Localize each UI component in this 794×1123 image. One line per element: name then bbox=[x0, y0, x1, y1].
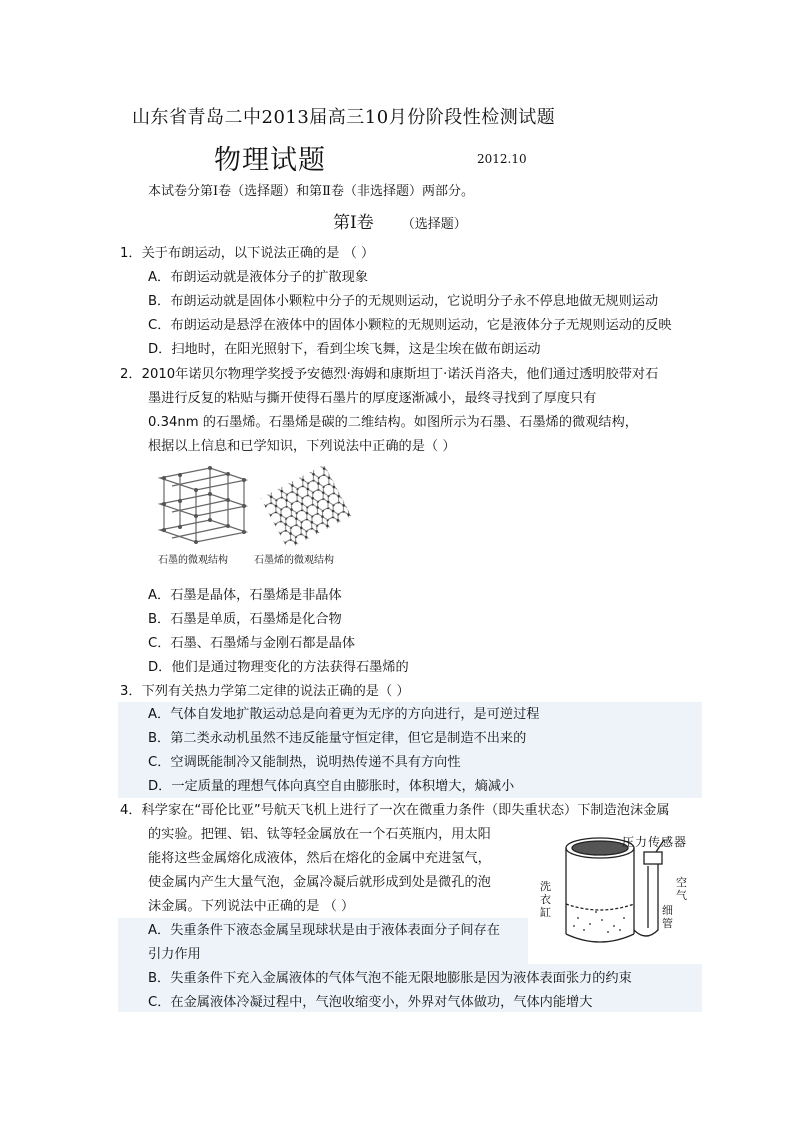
exam-date: 2012.10 bbox=[477, 152, 527, 166]
q3-option-b: B．第二类永动机虽然不违反能量守恒定律，但它是制造不出来的 bbox=[148, 731, 527, 746]
q3-option-c: C．空调既能制冷又能制热，说明热传递不具有方向性 bbox=[148, 755, 461, 770]
q3-option-d: D．一定质量的理想气体向真空自由膨胀时，体积增大，熵减小 bbox=[148, 779, 515, 794]
section-main: 第Ⅰ卷 bbox=[333, 213, 374, 233]
pressure-sensor-label: 压力传感器 bbox=[622, 835, 688, 849]
q4-option-a: A．失重条件下液态金属呈现球状是由于液体表面分子间存在 bbox=[148, 923, 500, 938]
q4-option-a-cont: 引力作用 bbox=[148, 947, 201, 962]
q4-stem-line1: 4．科学家在“哥伦比亚”号航天飞机上进行了一次在微重力条件（即失重状态）下制造泡沫金属 bbox=[120, 803, 670, 818]
graphite-figure-label: 石墨的微观结构 bbox=[158, 555, 228, 566]
exam-title: 山东省青岛二中2013届高三10月份阶段性检测试题 bbox=[132, 107, 556, 128]
q1-stem: 1．关于布朗运动，以下说法正确的是 （ ） bbox=[120, 246, 375, 261]
q2-stem-line1: 2．2010年诺贝尔物理学奖授予安德烈·海姆和康斯坦丁·诺沃肖洛夫，他们通过透明胶带对石 bbox=[120, 367, 659, 382]
q2-option-d: D．他们是通过物理变化的方法获得石墨烯的 bbox=[148, 660, 409, 675]
q3-option-a: A．气体自发地扩散运动总是向着更为无序的方向进行，是可逆过程 bbox=[148, 707, 540, 722]
q1-option-c: C．布朗运动是悬浮在液体中的固体小颗粒的无规则运动，它是液体分子无规则运动的反映 bbox=[148, 318, 672, 333]
graphene-structure-figure bbox=[256, 466, 356, 548]
air-label: 空气 bbox=[676, 876, 687, 902]
q4-option-b: B．失重条件下充入金属液体的气体气泡不能无限地膨胀是因为液体表面张力的约束 bbox=[148, 971, 632, 986]
section-heading bbox=[333, 208, 467, 233]
washer-tub-label: 洗衣缸 bbox=[540, 880, 551, 919]
q4-stem-line3: 能将这些金属熔化成液体，然后在熔化的金属中充进氢气， bbox=[148, 851, 491, 866]
q4-stem-line4: 使金属内产生大量气泡，金属冷凝后就形成到处是微孔的泡 bbox=[148, 875, 491, 890]
q2-stem-line3: 0.34nm 的石墨烯。石墨烯是碳的二维结构。如图所示为石墨、石墨烯的微观结构， bbox=[148, 415, 638, 430]
graphite-structure-figure bbox=[154, 464, 252, 550]
q2-option-b: B．石墨是单质，石墨烯是化合物 bbox=[148, 612, 342, 627]
q1-option-d: D．扫地时，在阳光照射下，看到尘埃飞舞，这是尘埃在做布朗运动 bbox=[148, 342, 541, 357]
q2-stem-line2: 墨进行反复的粘贴与撕开使得石墨片的厚度逐渐减小，最终寻找到了厚度只有 bbox=[148, 391, 597, 406]
q2-option-c: C．石墨、石墨烯与金刚石都是晶体 bbox=[148, 636, 356, 651]
subject-title: 物理试题 bbox=[214, 145, 326, 176]
q4-option-c: C．在金属液体冷凝过程中，气泡收缩变小，外界对气体做功，气体内能增大 bbox=[148, 995, 593, 1010]
q1-option-b: B．布朗运动就是固体小颗粒中分子的无规则运动，它说明分子永不停息地做无规则运动 bbox=[148, 294, 659, 309]
q1-option-a: A．布朗运动就是液体分子的扩散现象 bbox=[148, 270, 369, 285]
exam-intro: 本试卷分第Ⅰ卷（选择题）和第Ⅱ卷（非选择题）两部分。 bbox=[148, 184, 474, 199]
thin-tube-label: 细管 bbox=[662, 904, 673, 930]
q2-option-a: A．石墨是晶体，石墨烯是非晶体 bbox=[148, 588, 342, 603]
section-sub: （选择题） bbox=[401, 217, 467, 232]
q4-stem-line5: 沫金属。下列说法中正确的是 （ ） bbox=[148, 899, 355, 914]
graphene-figure-label: 石墨烯的微观结构 bbox=[254, 555, 334, 566]
q2-stem-line4: 根据以上信息和已学知识，下列说法中正确的是（ ） bbox=[148, 439, 456, 454]
q4-stem-line2: 的实验。把锂、铝、钛等轻金属放在一个石英瓶内，用太阳 bbox=[148, 827, 491, 842]
q3-stem: 3．下列有关热力学第二定律的说法正确的是（ ） bbox=[120, 684, 410, 699]
